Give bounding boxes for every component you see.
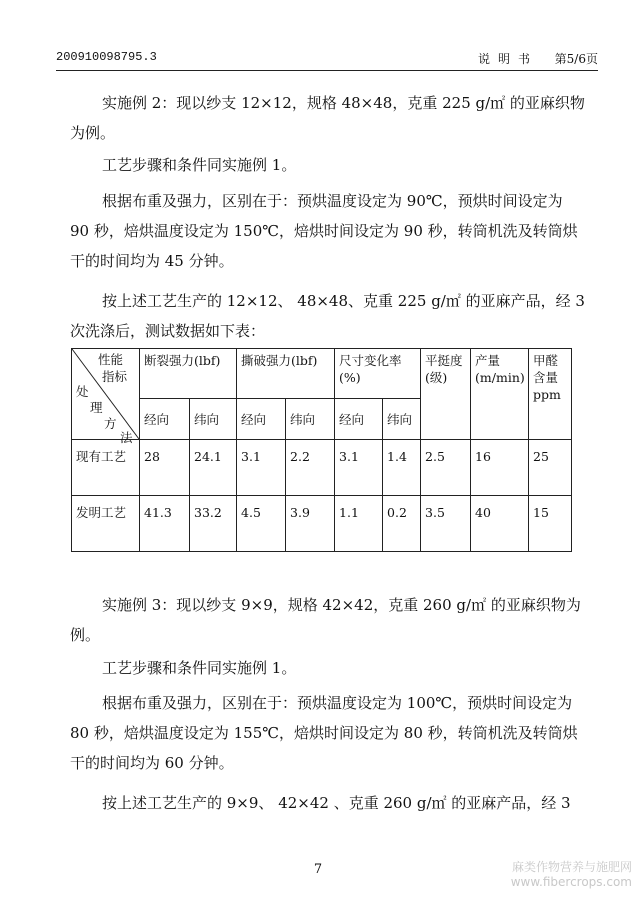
text-line: 按上述工艺生产的 12×12、 48×48、克重 225 g/㎡ 的亚麻产品，经 3 [102,292,585,310]
cell-tear-warp: 28 [140,440,190,496]
watermark [504,860,632,890]
table-row [72,440,572,496]
subheader-warp: 经向 [237,399,286,440]
subheader-weft: 纬向 [286,399,335,440]
corner-label: 理 [90,400,103,415]
corner-label: 处 [76,384,89,399]
corner-label: 方 [104,416,117,431]
text-line: 根据布重及强力，区别在于：预烘温度设定为 90℃，预烘时间设定为 [102,192,563,210]
text-line: 干的时间均为 45 分钟。 [70,252,234,270]
cell-flatness: 2.5 [421,440,471,496]
subheader-weft: 纬向 [383,399,421,440]
cell-flatness: 3.5 [421,496,471,552]
cell-tear-weft: 24.1 [190,440,237,496]
cell-dim-weft: 1.4 [383,440,421,496]
text-line: 根据布重及强力，区别在于：预烘温度设定为 100℃，预烘时间设定为 [102,694,573,712]
corner-label: 性能 [98,352,124,367]
cell-tear-warp: 41.3 [140,496,190,552]
text-line: 工艺步骤和条件同实施例 1。 [102,659,297,677]
paragraph-test-intro [70,286,590,346]
text-line: 实施例 2：现以纱支 12×12，规格 48×48，克重 225 g/㎡ 的亚麻织物 [102,94,585,112]
header-rule [56,70,598,71]
header-formaldehyde: 甲醛含量ppm [529,349,572,440]
cell-yield: 40 [471,496,529,552]
header-tear-strength: 断裂强力(lbf) [140,349,237,399]
corner-label: 指标 [102,369,128,384]
cell-rip-weft: 2.2 [286,440,335,496]
text-line: 例。 [70,626,101,644]
cell-dim-warp: 3.1 [335,440,383,496]
document-id: 200910098795.3 [56,50,157,64]
test-data-table [71,348,572,552]
corner-label: 法 [120,430,133,445]
header-yield: 产量(m/min) [471,349,529,440]
paragraph-example2 [70,88,590,148]
page-number: 7 [313,862,323,877]
text-line: 80 秒，焙烘温度设定为 155℃，焙烘时间设定为 80 秒，转筒机洗及转筒烘 [70,724,578,742]
header-rip-strength: 撕破强力(lbf) [237,349,335,399]
cell-rip-warp: 4.5 [237,496,286,552]
cell-formaldehyde: 25 [529,440,572,496]
watermark-url: www.fibercrops.com [510,875,632,889]
cell-formaldehyde: 15 [529,496,572,552]
table-row [72,496,572,552]
row-method: 发明工艺 [72,496,140,552]
text-line: 次洗涤后，测试数据如下表： [70,322,266,340]
cell-dim-weft: 0.2 [383,496,421,552]
cell-rip-warp: 3.1 [237,440,286,496]
page-header [56,50,598,68]
header-dimension-change: 尺寸变化率(%) [335,349,421,399]
paragraph-difference-2 [70,688,590,778]
cell-rip-weft: 3.9 [286,496,335,552]
cell-dim-warp: 1.1 [335,496,383,552]
header-flatness: 平挺度(级) [421,349,471,440]
watermark-title: 麻类作物营养与施肥网 [511,860,632,874]
paragraph-steps-2 [70,653,590,683]
paragraph-test-intro-2 [70,788,590,818]
subheader-weft: 纬向 [190,399,237,440]
text-line: 按上述工艺生产的 9×9、 42×42 、克重 260 g/㎡ 的亚麻产品，经 3 [102,794,571,812]
paragraph-example3 [70,590,590,650]
text-line: 90 秒，焙烘温度设定为 150℃，焙烘时间设定为 90 秒，转筒机洗及转筒烘 [70,222,578,240]
cell-yield: 16 [471,440,529,496]
document-type: 说明书 [477,52,538,66]
subheader-warp: 经向 [335,399,383,440]
text-line: 干的时间均为 60 分钟。 [70,754,234,772]
text-line: 工艺步骤和条件同实施例 1。 [102,156,297,174]
table-corner-header [72,349,140,445]
text-line: 实施例 3：现以纱支 9×9，规格 42×42，克重 260 g/㎡ 的亚麻织物为 [102,596,581,614]
cell-tear-weft: 33.2 [190,496,237,552]
row-method: 现有工艺 [72,440,140,496]
subheader-warp: 经向 [140,399,190,440]
page-info: 第5/6页 [554,52,598,66]
text-line: 为例。 [70,124,116,142]
paragraph-difference [70,186,590,276]
paragraph-steps [70,150,590,180]
